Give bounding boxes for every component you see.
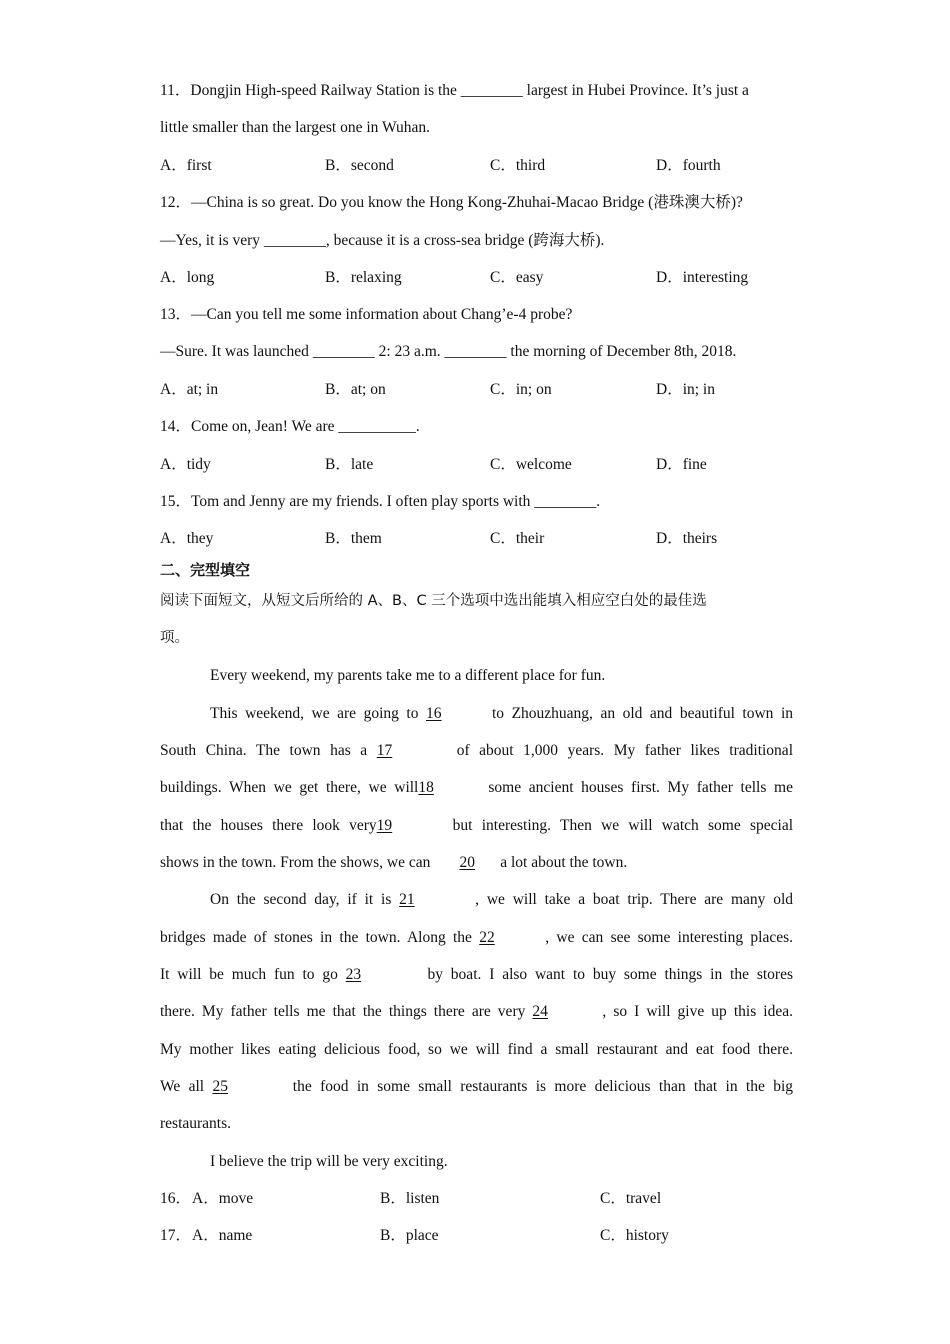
question-12-options xyxy=(160,268,800,288)
option-b: B．relaxing xyxy=(325,269,402,286)
option-c: C．travel xyxy=(600,1190,662,1207)
passage-line: restaurants. xyxy=(160,1115,232,1132)
question-14-options xyxy=(160,455,800,475)
question-13-options xyxy=(160,380,800,400)
option-a: A．first xyxy=(160,157,212,174)
question-12-stem-line-1: 12．—China is so great. Do you know the Hong Kong-Zhuhai-Macao Bridge (港珠澳大桥)? xyxy=(160,194,743,211)
question-14-stem: 14．Come on, Jean! We are __________. xyxy=(160,418,420,435)
option-d: D．in; in xyxy=(656,381,715,398)
option-a: A．move xyxy=(192,1190,254,1207)
passage-line: We all 25 the food in some small restaurants is more delicious than that in the big xyxy=(160,1078,793,1095)
question-15-stem: 15．Tom and Jenny are my friends. I often play sports with ________. xyxy=(160,493,601,510)
passage-line: On the second day, if it is 21 , we will take a boat trip. There are many old xyxy=(210,891,793,908)
passage-line: bridges made of stones in the town. Along the 22 , we can see some interesting places. xyxy=(160,929,793,946)
cloze-blank-17[interactable]: 17 xyxy=(376,742,393,759)
question-number: 17． xyxy=(160,1227,192,1244)
passage-line: shows in the town. From the shows, we can 20 a lot about the town. xyxy=(160,854,628,871)
cloze-question-16-options xyxy=(160,1189,800,1209)
passage-line: there. My father tells me that the things there are very 24 , so I will give up this idea. xyxy=(160,1003,793,1020)
option-a: A．long xyxy=(160,269,215,286)
question-15-options xyxy=(160,529,800,549)
option-b: B．listen xyxy=(380,1190,440,1207)
passage-paragraph-1: Every weekend, my parents take me to a different place for fun. xyxy=(210,667,606,684)
option-d: D．theirs xyxy=(656,530,718,547)
option-a: A．they xyxy=(160,530,214,547)
section-instruction-line-1: 阅读下面短文，从短文后所给的 A、B、C 三个选项中选出能填入相应空白处的最佳选 xyxy=(160,593,707,609)
question-12-stem-line-2: —Yes, it is very ________, because it is a cross-sea bridge (跨海大桥). xyxy=(160,232,605,249)
section-instruction-line-2: 项。 xyxy=(160,630,189,646)
passage-line: It will be much fun to go 23 by boat. I also want to buy some things in the stores xyxy=(160,966,793,983)
passage-line: This weekend, we are going to 16 to Zhouzhuang, an old and beautiful town in xyxy=(210,705,794,722)
question-11-options xyxy=(160,156,800,176)
question-11-stem-line-1: 11．Dongjin High-speed Railway Station is the ________ largest in Hubei Province. It’s just a xyxy=(160,82,749,99)
cloze-blank-22[interactable]: 22 xyxy=(479,929,495,946)
option-a: A．tidy xyxy=(160,456,211,473)
option-b: B．them xyxy=(325,530,382,547)
section-heading: 二、完型填空 xyxy=(160,561,251,579)
option-b: B．second xyxy=(325,157,394,174)
option-d: D．fine xyxy=(656,456,707,473)
cloze-blank-16[interactable]: 16 xyxy=(426,705,442,722)
passage-line: South China. The town has a 17 of about 1,000 years. My father likes traditional xyxy=(160,742,793,759)
option-c: C．in; on xyxy=(490,381,552,398)
question-13-stem-line-1: 13．—Can you tell me some information about Chang’e-4 probe? xyxy=(160,306,573,323)
cloze-blank-23[interactable]: 23 xyxy=(345,966,362,983)
option-d: D．interesting xyxy=(656,269,749,286)
cloze-blank-18[interactable]: 18 xyxy=(418,779,434,796)
option-c: C．welcome xyxy=(490,456,572,473)
cloze-blank-24[interactable]: 24 xyxy=(532,1003,548,1020)
cloze-blank-19[interactable]: 19 xyxy=(376,817,393,834)
cloze-blank-20[interactable]: 20 xyxy=(459,854,475,871)
passage-closing-line: I believe the trip will be very exciting. xyxy=(210,1153,448,1170)
option-d: D．fourth xyxy=(656,157,721,174)
option-c: C．history xyxy=(600,1227,669,1244)
passage-line: buildings. When we get there, we will18 some ancient houses first. My father tells me xyxy=(160,779,793,796)
cloze-blank-21[interactable]: 21 xyxy=(399,891,415,908)
option-a: A．name xyxy=(192,1227,253,1244)
option-c: C．their xyxy=(490,530,545,547)
question-11-stem-line-2: little smaller than the largest one in Wuhan. xyxy=(160,119,430,136)
passage-line: that the houses there look very19 but interesting. Then we will watch some special xyxy=(160,817,794,834)
cloze-blank-25[interactable]: 25 xyxy=(212,1078,228,1095)
option-c: C．third xyxy=(490,157,546,174)
passage-line: My mother likes eating delicious food, so we will find a small restaurant and eat food there. xyxy=(160,1041,793,1058)
cloze-question-17-options xyxy=(160,1226,800,1246)
option-b: B．at; on xyxy=(325,381,386,398)
option-b: B．late xyxy=(325,456,374,473)
option-c: C．easy xyxy=(490,269,544,286)
question-number: 16． xyxy=(160,1190,192,1207)
option-b: B．place xyxy=(380,1227,439,1244)
question-13-stem-line-2: —Sure. It was launched ________ 2: 23 a.m. ________ the morning of December 8th, 2018. xyxy=(160,343,737,360)
option-a: A．at; in xyxy=(160,381,219,398)
